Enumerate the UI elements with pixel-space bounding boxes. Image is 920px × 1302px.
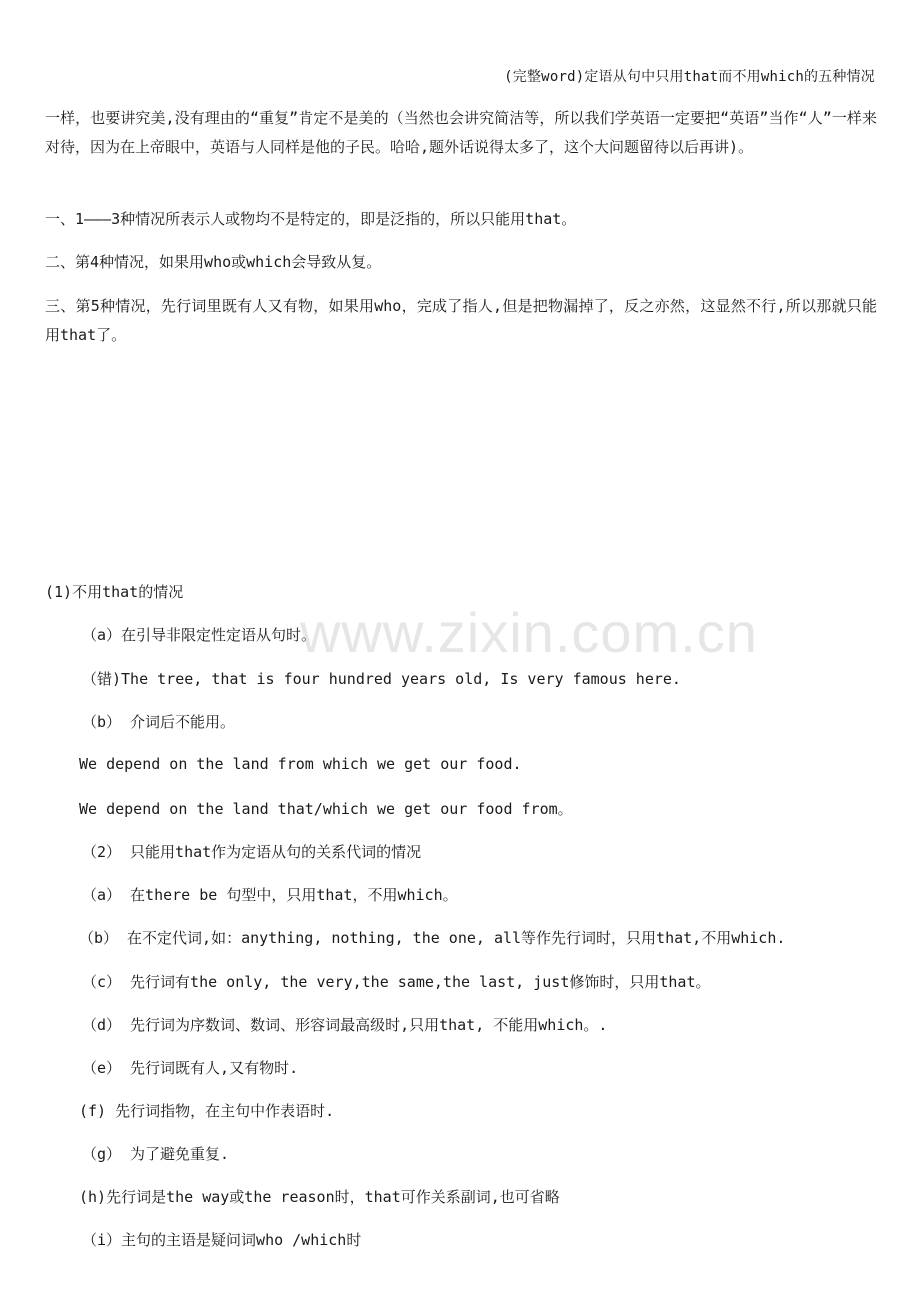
rule-1a: （a）在引导非限定性定语从句时。	[82, 626, 317, 644]
rule-2c: （c） 先行词有the only, the very,the same,the last, just修饰时，只用that。	[82, 973, 711, 991]
rule-1b: （b） 介词后不能用。	[82, 713, 236, 731]
rule-1b-example-2: We depend on the land that/which we get our food from。	[79, 800, 573, 818]
point-two: 二、第4种情况，如果用who或which会导致从复。	[45, 253, 382, 271]
point-one: 一、1———3种情况所表示人或物均不是特定的，即是泛指的，所以只能用that。	[45, 210, 577, 228]
rule-2g: （g） 为了避免重复.	[82, 1145, 230, 1163]
rule-2b: （b） 在不定代词,如：anything, nothing, the one, all等作先行词时，只用that,不用which.	[79, 929, 786, 947]
section-2-heading: （2） 只能用that作为定语从句的关系代词的情况	[82, 843, 422, 861]
rule-2h: (h)先行词是the way或the reason时，that可作关系副词,也可省略	[79, 1188, 560, 1206]
rule-2e: （e） 先行词既有人,又有物时.	[82, 1059, 299, 1077]
rule-1b-example-1: We depend on the land from which we get our food.	[79, 755, 522, 773]
point-three: 三、第5种情况，先行词里既有人又有物，如果用who，完成了指人,但是把物漏掉了，反之亦然，这显然不行,所以那就只能用that了。	[45, 297, 877, 344]
rule-2a: （a） 在there be 句型中，只用that，不用which。	[82, 886, 458, 904]
rule-2f: (f) 先行词指物，在主句中作表语时.	[79, 1102, 335, 1120]
section-1-heading: (1)不用that的情况	[45, 583, 184, 601]
page-header-title: (完整word)定语从句中只用that而不用which的五种情况	[504, 69, 875, 85]
watermark: www.zixin.com.cn	[300, 601, 758, 664]
rule-2i: （i）主句的主语是疑问词who /which时	[82, 1231, 362, 1249]
rule-1a-example: （错)The tree, that is four hundred years old, Is very famous here.	[82, 670, 681, 688]
intro-paragraph: 一样，也要讲究美,没有理由的“重复”肯定不是美的（当然也会讲究简洁等，所以我们学英语一定要把“英语”当作“人”一样来对待，因为在上帝眼中，英语与人同样是他的子民。哈哈,题外话说得太多了，这个大问题留待以后再讲)。	[45, 109, 877, 156]
rule-2d: （d） 先行词为序数词、数词、形容词最高级时,只用that, 不能用which。.	[82, 1016, 608, 1034]
